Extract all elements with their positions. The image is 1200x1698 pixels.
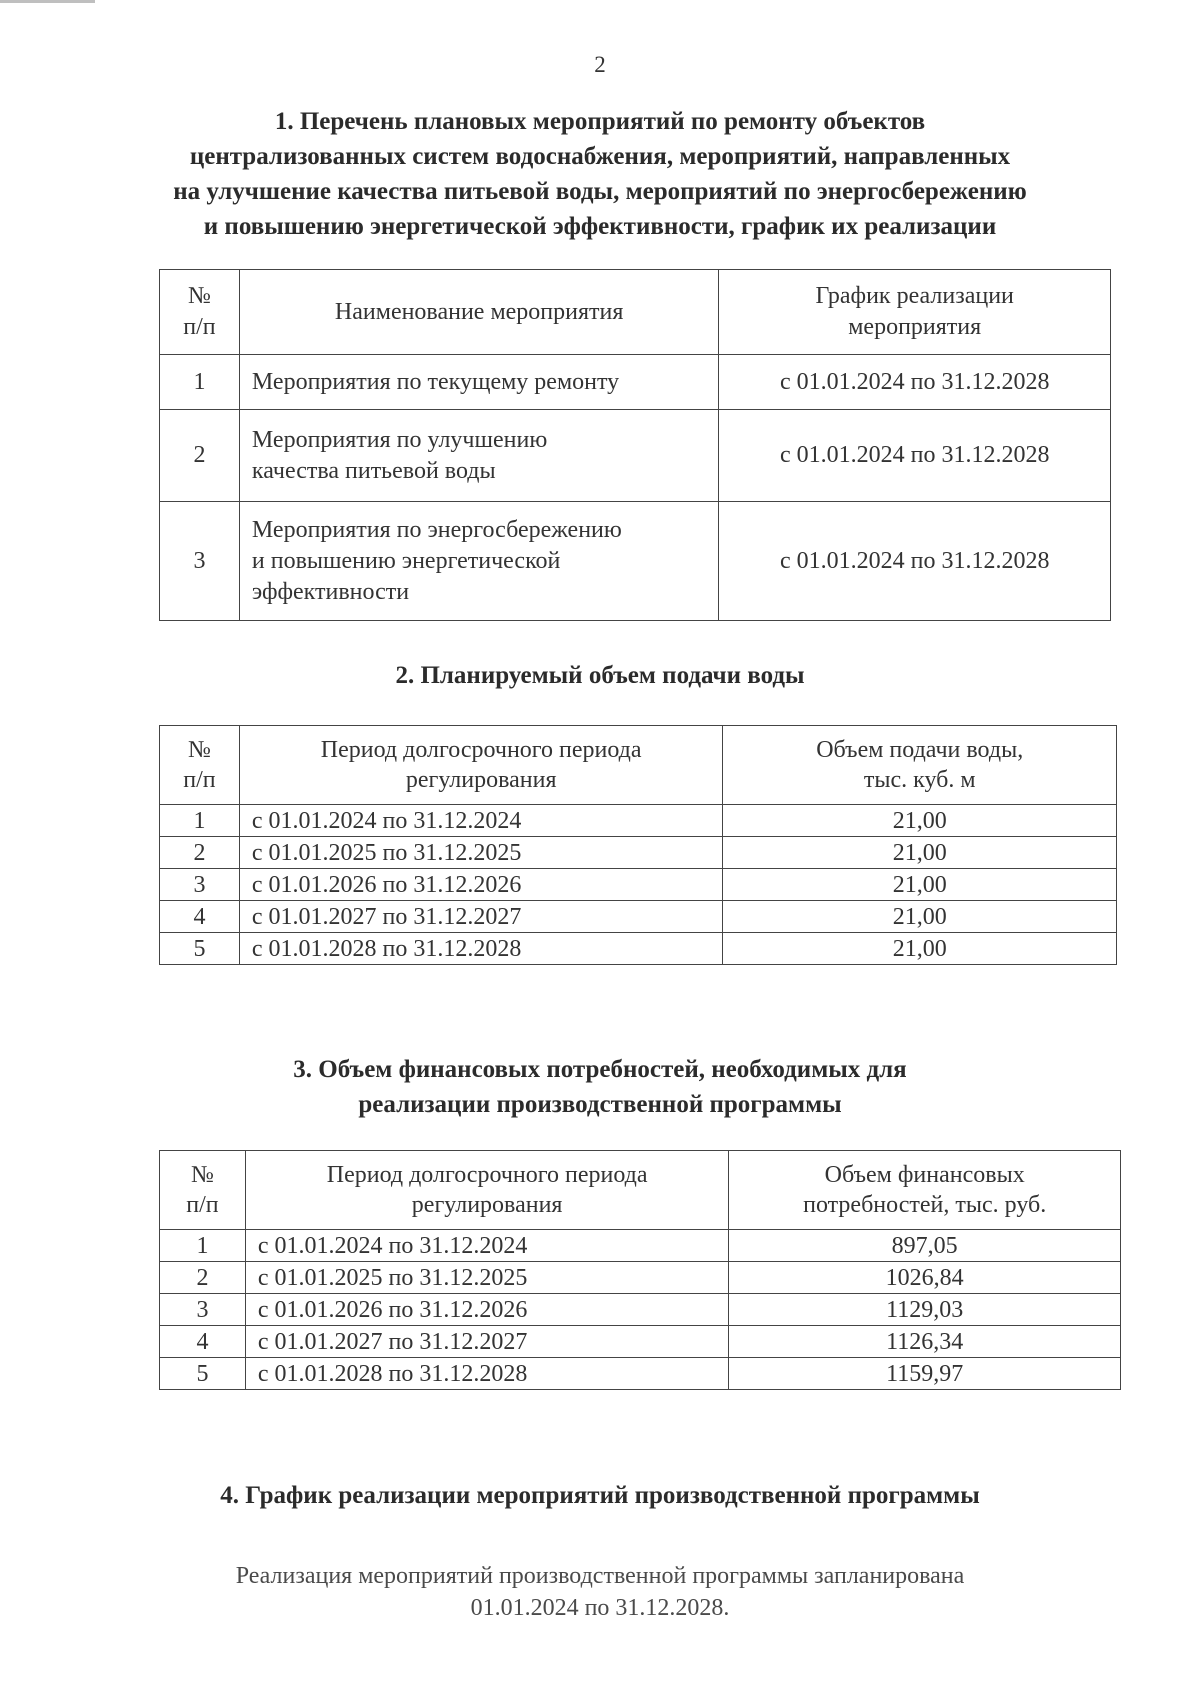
header-num-line: № [190,1162,214,1188]
header-schedule [719,270,1111,355]
table-row [160,355,1111,410]
table-header-row [160,726,1117,805]
cell-value: 21,00 [723,901,1117,933]
cell-name-line: Мероприятия по улучшению [251,426,548,453]
page-number: 2 [594,52,606,77]
table-row [160,502,1111,621]
cell-name [239,355,719,410]
header-period-line: Период долгосрочного периода [320,737,642,763]
header-num-line: п/п [183,314,216,340]
table-row [160,805,1117,837]
section3-title-line: реализации производственной программы [358,1091,842,1118]
table-row [160,1230,1121,1262]
header-schedule-line: График реализации [815,283,1014,309]
table-row [160,1262,1121,1294]
header-num [160,726,240,805]
header-value-line: тыс. куб. м [863,767,976,793]
cell-value: 1126,34 [729,1326,1121,1358]
cell-name-line: и повышению энергетической [251,547,561,574]
header-name: Наименование мероприятия [239,270,719,355]
header-period-line: регулирования [405,767,557,793]
table-row [160,837,1117,869]
cell-period: с 01.01.2025 по 31.12.2025 [239,837,723,869]
section4-title: 4. График реализации мероприятий производственной программы [220,1482,980,1509]
cell-period: с 01.01.2028 по 31.12.2028 [245,1358,728,1390]
cell-schedule: с 01.01.2024 по 31.12.2028 [719,410,1111,502]
cell-value: 21,00 [723,933,1117,965]
header-value-line: потребностей, тыс. руб. [803,1192,1047,1218]
cell-name [239,502,719,621]
table-row [160,933,1117,965]
cell-num: 1 [160,805,240,837]
header-value [723,726,1117,805]
table-row [160,1358,1121,1390]
section1-title-line: централизованных систем водоснабжения, мероприятий, направленных [189,143,1011,170]
cell-num: 4 [160,901,240,933]
cell-value: 897,05 [729,1230,1121,1262]
table-row [160,901,1117,933]
cell-value: 21,00 [723,869,1117,901]
cell-name-line: эффективности [251,578,410,605]
section1-title-line: 1. Перечень плановых мероприятий по ремонту объектов [274,108,926,135]
scan-edge-mark [0,0,95,3]
header-period [245,1151,728,1230]
header-value-line: Объем финансовых [824,1162,1025,1188]
table-row [160,410,1111,502]
cell-value: 21,00 [723,837,1117,869]
header-schedule-line: мероприятия [848,314,982,340]
cell-num: 5 [160,1358,246,1390]
paragraph-line: Реализация мероприятий производственной программы запланирована [235,1563,965,1589]
header-period-line: регулирования [411,1192,563,1218]
header-num-line: п/п [183,767,216,793]
table-row [160,1294,1121,1326]
cell-schedule: с 01.01.2024 по 31.12.2028 [719,355,1111,410]
cell-name [239,410,719,502]
header-num [160,270,240,355]
section4-paragraph [0,1560,1200,1624]
cell-num: 2 [160,1262,246,1294]
cell-num: 5 [160,933,240,965]
cell-num: 2 [160,837,240,869]
cell-num: 2 [160,410,240,502]
cell-num: 3 [160,1294,246,1326]
table-row [160,1326,1121,1358]
cell-period: с 01.01.2026 по 31.12.2026 [239,869,723,901]
section2-title: 2. Планируемый объем подачи воды [395,662,805,689]
header-period [239,726,723,805]
financial-needs-table [159,1150,1121,1390]
cell-period: с 01.01.2026 по 31.12.2026 [245,1294,728,1326]
table-row [160,869,1117,901]
cell-value: 21,00 [723,805,1117,837]
cell-period: с 01.01.2024 по 31.12.2024 [245,1230,728,1262]
cell-num: 1 [160,355,240,410]
header-num-line: п/п [186,1192,219,1218]
section1-title-line: и повышению энергетической эффективности, график их реализации [203,213,997,240]
cell-period: с 01.01.2027 по 31.12.2027 [239,901,723,933]
section3-title [0,1052,1200,1122]
header-value [729,1151,1121,1230]
cell-period: с 01.01.2025 по 31.12.2025 [245,1262,728,1294]
water-volume-table [159,725,1117,965]
header-period-line: Период долгосрочного периода [326,1162,648,1188]
measures-table [159,269,1111,621]
table-header-row [160,270,1111,355]
cell-schedule: с 01.01.2024 по 31.12.2028 [719,502,1111,621]
table-header-row [160,1151,1121,1230]
header-num-line: № [187,283,211,309]
header-value-line: Объем подачи воды, [816,737,1024,763]
section1-title [0,104,1200,244]
cell-period: с 01.01.2027 по 31.12.2027 [245,1326,728,1358]
cell-name-line: качества питьевой воды [251,457,496,484]
cell-name-line: Мероприятия по энергосбережению [251,516,622,543]
section3-title-line: 3. Объем финансовых потребностей, необходимых для [293,1056,907,1083]
cell-value: 1159,97 [729,1358,1121,1390]
cell-value: 1026,84 [729,1262,1121,1294]
cell-value: 1129,03 [729,1294,1121,1326]
cell-name-line: Мероприятия по текущему ремонту [251,368,620,395]
section1-title-line: на улучшение качества питьевой воды, мероприятий по энергосбережению [173,178,1027,205]
cell-period: с 01.01.2024 по 31.12.2024 [239,805,723,837]
cell-num: 1 [160,1230,246,1262]
header-num [160,1151,246,1230]
cell-num: 4 [160,1326,246,1358]
cell-period: с 01.01.2028 по 31.12.2028 [239,933,723,965]
header-num-line: № [188,737,211,763]
cell-num: 3 [160,502,240,621]
paragraph-line: 01.01.2024 по 31.12.2028. [470,1595,730,1621]
cell-num: 3 [160,869,240,901]
